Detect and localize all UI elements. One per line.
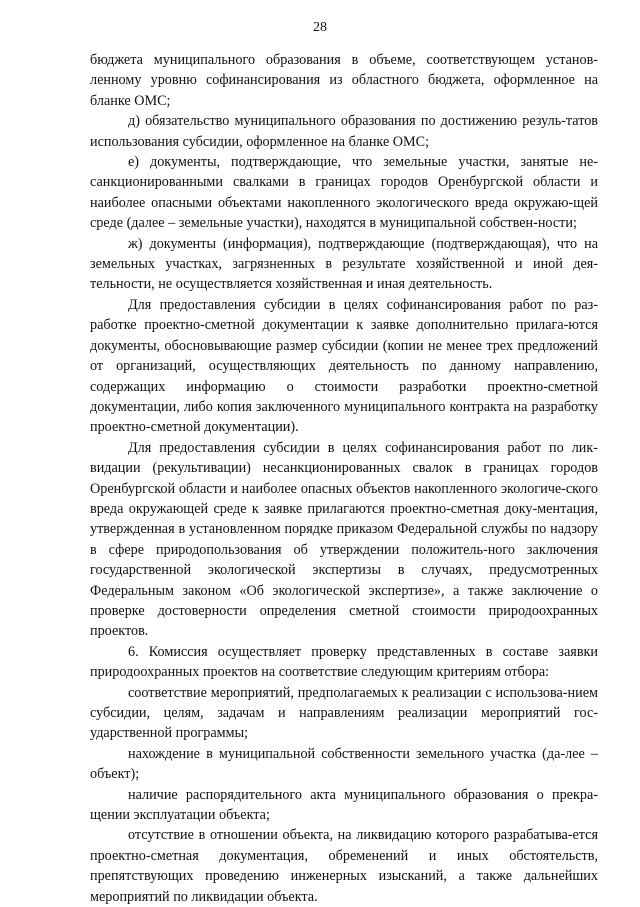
paragraph-criterion-compliance: соответствие мероприятий, предполагаемых к реализации с использова-нием субсидии, целям, задачам и направлениям реализации мероприятий гос-ударственной программы; — [90, 684, 598, 742]
paragraph-criterion-act: наличие распорядительного акта муниципального образования о прекра-щении эксплуатации объекта; — [90, 786, 598, 824]
paragraph-liquidation-documentation: Для предоставления субсидии в целях софинансирования работ по лик-видации (рекультивации) несанкционированных свалок в границах городов Оренбургской области и наиболее опасных объектов накопленного экологиче-ского вреда окружающей среде к заявке прилагаются проектно-сметная доку-ментация, утвержденная в установленном порядке приказом Федеральной службы по надзору в сфере природопользования об утверждении положитель-ного заключения государственной экологической экспертизы в случаях, предусмотренных Федеральным законом «Об экологической экспертизе», а также заключение о проверке достоверности определения сметной стоимости природоохранных проектов. — [90, 439, 598, 640]
paragraph-criterion-encumbrance: отсутствие в отношении объекта, на ликвидацию которого разрабатыва-ется проектно-сметная документация, обременений и иных обстоятельств, препятствующих проведению инженерных изысканий, а также дальнейших мероприятий по ликвидации объекта. — [90, 827, 598, 905]
paragraph-item-e: е) документы, подтверждающие, что земельные участки, занятые не-санкционированными свалками в границах городов Оренбургской области и наиболее опасными объектами накопленного экологического вреда окружаю-щей среде (далее – земельные участки), находятся в муниципальной собствен-ности; — [90, 154, 598, 232]
paragraph-item-d: д) обязательство муниципального образования по достижению резуль-татов использования субсидии, оформленное на бланке ОМС; — [90, 113, 598, 150]
paragraph-item-zh: ж) документы (информация), подтверждающие (подтверждающая), что на земельных участках, загрязненных в результате хозяйственной и иной дея-тельности, не осуществляется хозяйственная и иная деятельность. — [90, 235, 598, 293]
paragraph-design-documentation: Для предоставления субсидии в целях софинансирования работ по раз-работке проектно-сметной документации к заявке дополнительно прилага-ются документы, обосновывающие размер субсидии (копии не менее трех предложений от организаций, осуществляющих деятельность по данному направлению, содержащих информацию о стоимости разработки проектно-сметной документации, либо копия заключенного муниципального контракта на разработку проектно-сметной документации). — [90, 296, 598, 436]
document-body — [90, 50, 598, 907]
paragraph-criterion-ownership: нахождение в муниципальной собственности земельного участка (да-лее – объект); — [90, 745, 598, 783]
paragraph-commission-check: 6. Комиссия осуществляет проверку представленных в составе заявки природоохранных проектов на соответствие следующим критериям отбора: — [90, 643, 598, 681]
paragraph-budget-continuation: бюджета муниципального образования в объеме, соответствующем установ-ленному уровню софинансирования из областного бюджета, оформленное на бланке ОМС; — [90, 52, 598, 109]
page-number: 28 — [313, 20, 327, 35]
